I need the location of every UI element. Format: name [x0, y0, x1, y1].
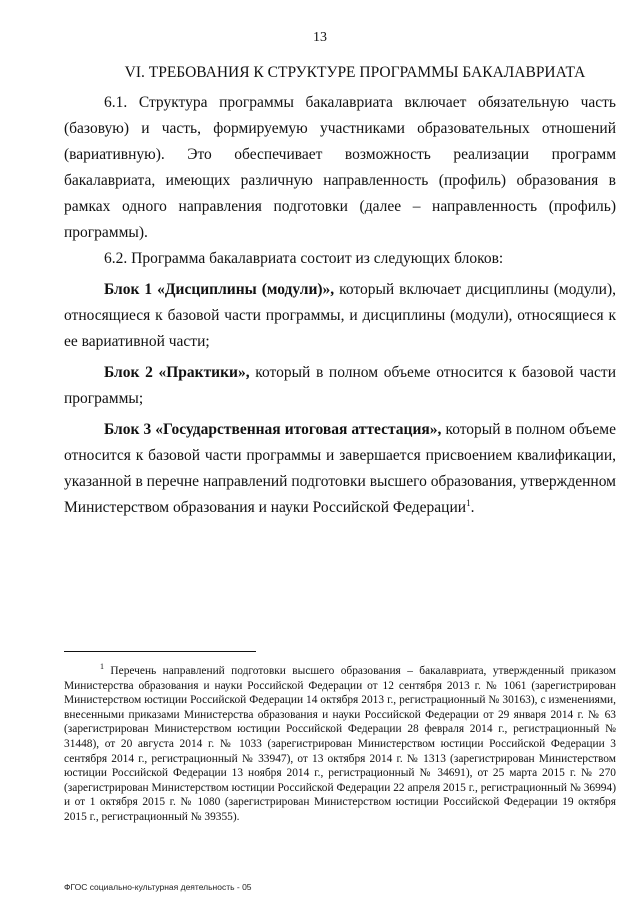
document-footer: ФГОС социально-культурная деятельность - 05 [64, 882, 252, 892]
block-1-text: который включает дисциплины (модули), относящиеся к базовой части программы, и дисциплины (модули), относящиеся к ее вариативной части; [64, 281, 616, 350]
main-content [64, 60, 616, 521]
paragraph-6-2: 6.2. Программа бакалавриата состоит из следующих блоков: [104, 250, 504, 267]
block-1-paragraph [64, 277, 616, 355]
footnote-reference: 1 [466, 497, 471, 508]
footnote [64, 664, 616, 825]
footnote-separator [64, 651, 256, 652]
block-3-paragraph [64, 417, 616, 521]
section-title: VI. ТРЕБОВАНИЯ К СТРУКТУРЕ ПРОГРАММЫ БАКАЛАВРИАТА [124, 64, 586, 81]
block-3-end: . [470, 499, 475, 516]
footnote-text: Перечень направлений подготовки высшего образования – бакалавриата, утвержденный приказом Министерства образования и науки Российской Федерации от 12 сентября 2013 г. № 1061 (зарегистрирован Министерством юстиции Российской Федерации 14 октября 2013 г., регистрационный № 30163), с изменениями, внесенными приказами Министерства образования и науки Российской Федерации от 29 января 2014 г. № 63 (зарегистрирован Министерством юстиции Российской Федерации 28 февраля 2014 г., регистрационный № 31448), от 20 августа 2014 г. № 1033 (зарегистрирован Министерством юстиции Российской Федерации 3 сентября 2014 г., регистрационный № 33947), от 13 октября 2014 г. № 1313 (зарегистрирован Министерством юстиции Российской Федерации 13 ноября 2014 г., регистрационный № 34691), от 25 марта 2015 г. № 270 (зарегистрирован Министерством юстиции Российской Федерации 22 апреля 2015 г., регистрационный № 36994) и от 1 октября 2015 г. № 1080 (зарегистрирован Министерством юстиции Российской Федерации 19 октября 2015 г., регистрационный № 39355). [64, 665, 616, 823]
page-number: 13 [313, 30, 327, 45]
block-2-title: Блок 2 «Практики», [104, 364, 250, 381]
paragraph-6-1: 6.1. Структура программы бакалавриата включает обязательную часть (базовую) и часть, формируемую участниками образовательных отношений (вариативную). Это обеспечивает возможность реализации программ бакалавриата, имеющих различную направленность (профиль) образования в рамках одного направления подготовки (далее – направленность (профиль) программы). [64, 94, 616, 241]
block-1-title: Блок 1 «Дисциплины (модули)», [104, 281, 335, 298]
block-2-paragraph [64, 360, 616, 412]
block-3-title: Блок 3 «Государственная итоговая аттестация», [104, 421, 442, 438]
block-2-text: который в полном объеме относится к базовой части программы; [64, 364, 616, 407]
footnote-number: 1 [100, 662, 104, 672]
block-3-text: который в полном объеме относится к базовой части программы и завершается присвоением квалификации, указанной в перечне направлений подготовки высшего образования, утвержденном Министерством образования и науки Российской Федерации [64, 421, 616, 516]
